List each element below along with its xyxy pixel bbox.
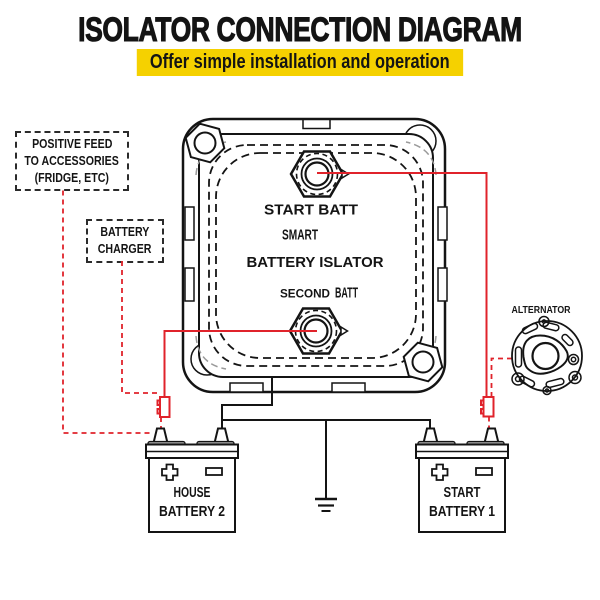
side-tab (185, 268, 194, 301)
alternator-label: ALTERNATOR (511, 305, 572, 316)
isolator-text-smart: SMART (282, 226, 318, 244)
start-battery-line2: BATTERY 1 (429, 504, 495, 520)
subtitle-banner: Offer simple installation and operation (137, 49, 463, 76)
positive-feed-line3: (FRIDGE, ETC) (34, 170, 110, 185)
bottom-tab (230, 383, 263, 392)
ground-symbol (315, 499, 337, 511)
isolator-text-battery-islator: BATTERY ISLATOR (246, 254, 384, 271)
house-battery-line2: BATTERY 2 (159, 504, 225, 520)
isolator-body (183, 119, 447, 392)
bottom-tab (332, 383, 365, 392)
start-battery-line1: START (443, 485, 481, 501)
side-tab (438, 268, 447, 301)
house-battery-line1: HOUSE (173, 485, 211, 501)
wire-alternator (492, 359, 513, 398)
start-battery (416, 429, 508, 533)
isolator-text-start-batt: START BATT (264, 201, 358, 219)
battery-charger-line2: CHARGER (98, 242, 152, 256)
isolator-text-batt: BATT (335, 285, 359, 302)
wire-positive-feed (63, 191, 152, 434)
fuse-right (481, 397, 494, 417)
battery-charger-line1: BATTERY (100, 225, 150, 239)
side-tab (438, 207, 447, 240)
side-tab (185, 207, 194, 240)
diagram-title: ISOLATOR CONNECTION DIAGRAM (78, 11, 522, 49)
positive-feed-line2: TO ACCESSORIES (24, 153, 120, 168)
top-tab (303, 120, 330, 129)
positive-feed-line1: POSITIVE FEED (31, 136, 113, 151)
house-battery (146, 429, 238, 533)
alternator (512, 305, 583, 395)
isolator-text-second: SECOND (280, 288, 330, 301)
fuse-left (158, 397, 170, 417)
wire-battery-charger (122, 261, 160, 393)
